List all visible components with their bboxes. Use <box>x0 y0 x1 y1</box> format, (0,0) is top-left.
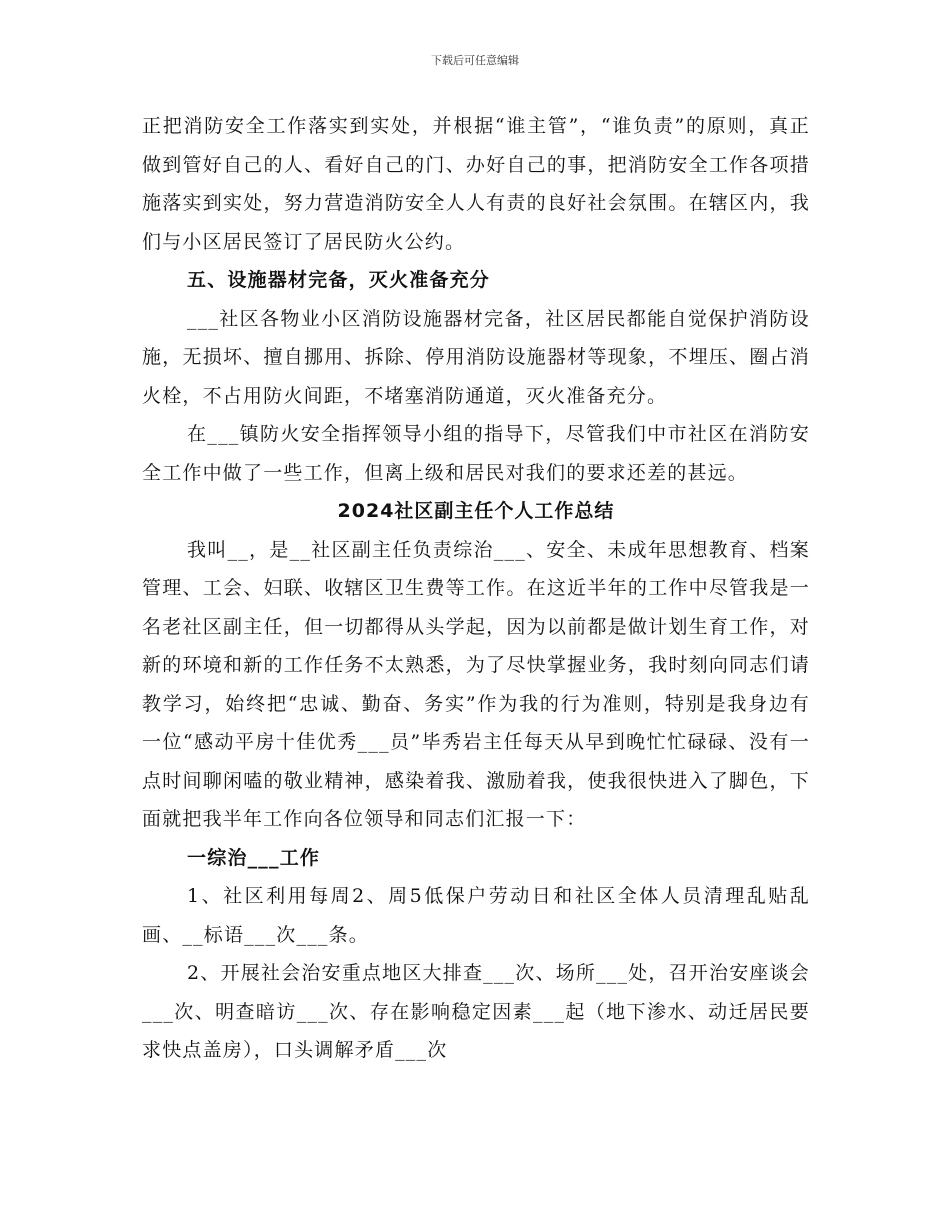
paragraph-introduction: 我叫__，是__社区副主任负责综治___、安全、未成年思想教育、档案管理、工会、妇联、收辖区卫生费等工作。在这近半年的工作中尽管我是一名老社区副主任，但一切都得从头学起，因为以前都是做计划生育工作，对新的环境和新的工作任务不太熟悉，为了尽快掌握业务，我时刻向同志们请教学习，始终把“忠诚、勤奋、务实”作为我的行为准则，特别是我身边有一位“感动平房十佳优秀___员”毕秀岩主任每天从早到晚忙忙碌碌、没有一点时间聊闲嗑的敬业精神，感染着我、激励着我，使我很快进入了脚色，下面就把我半年工作向各位领导和同志们汇报一下： <box>142 538 810 830</box>
paragraph-fire-safety-responsibility: 正把消防安全工作落实到实处，并根据“谁主管”，“谁负责”的原则，真正做到管好自己的人、看好自己的门、办好自己的事，把消防安全工作各项措施落实到实处，努力营造消防安全人人有责的良好社会氛围。在辖区内，我们与小区居民签订了居民防火公约。 <box>142 115 810 253</box>
section-heading-one: 一综治___工作 <box>187 846 321 869</box>
document-body <box>142 107 810 1070</box>
paragraph-item-1: 1、社区利用每周2、周5低保户劳动日和社区全体人员清理乱贴乱画、__标语___次___条。 <box>142 885 810 946</box>
section-heading-five: 五、设施器材完备，灭火准备充分 <box>187 269 491 291</box>
document-title: 2024社区副主任个人工作总结 <box>337 500 615 522</box>
paragraph-facilities: ___社区各物业小区消防设施器材完备，社区居民都能自觉保护消防设施，无损坏、擅自挪用、拆除、停用消防设施器材等现象，不埋压、圈占消火栓，不占用防火间距，不堵塞消防通道，灭火准备充分。 <box>142 307 810 407</box>
header-note: 下载后可任意编辑 <box>431 54 519 67</box>
paragraph-item-2: 2、开展社会治安重点地区大排查___次、场所___处，召开治安座谈会___次、明查暗访___次、存在影响稳定因素___起（地下渗水、动迁居民要求快点盖房），口头调解矛盾___次 <box>142 962 810 1061</box>
paragraph-guidance: 在___镇防火安全指挥领导小组的指导下，尽管我们中市社区在消防安全工作中做了一些工作，但离上级和居民对我们的要求还差的甚远。 <box>142 423 810 484</box>
